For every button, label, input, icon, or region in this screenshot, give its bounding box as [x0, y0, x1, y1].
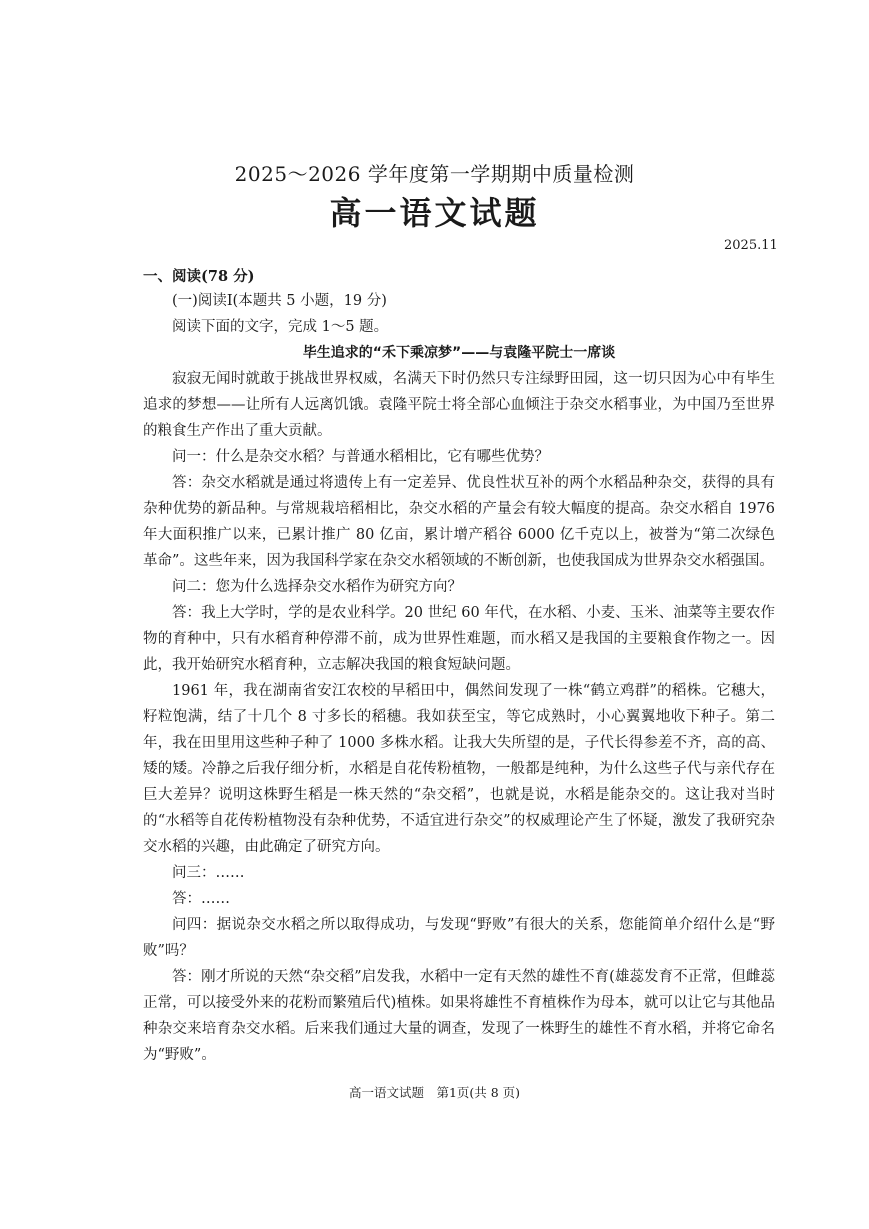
- reading-instruction: 阅读下面的文字，完成 1～5 题。: [172, 319, 389, 335]
- answer-3: 答：……: [172, 891, 230, 907]
- answer-1: 答：杂交水稻就是通过将遗传上有一定差异、优良性状互补的两个水稻品种杂交，获得的具有杂种优势的新品种。与常规栽培稻相比，杂交水稻的产量会有较大幅度的提高。杂交水稻自 1976 年大面积推广以来，已累计推广 80 亿亩，累计增产稻谷 6000 亿千克以上，被誉为“第二次绿色革命”。这些年来，因为我国科学家在杂交水稻领域的不断创新，也使我国成为世界杂交水稻强国。: [143, 475, 775, 569]
- answer-2: 答：我上大学时，学的是农业科学。20 世纪 60 年代，在水稻、小麦、玉米、油菜等主要农作物的育种中，只有水稻育种停滞不前，成为世界性难题，而水稻又是我国的主要粮食作物之一。因此，我开始研究水稻育种，立志解决我国的粮食短缺问题。: [143, 605, 775, 673]
- question-1: 问一：什么是杂交水稻？与普通水稻相比，它有哪些优势？: [172, 449, 549, 465]
- exam-title: 高一语文试题: [329, 194, 540, 232]
- article-title: 毕生追求的“禾下乘凉梦”——与袁隆平院士一席谈: [302, 345, 616, 361]
- exam-subtitle: 2025～2026 学年度第一学期期中质量检测: [234, 162, 635, 186]
- exam-date: 2025.11: [724, 238, 778, 253]
- answer-4: 答：刚才所说的天然“杂交稻”启发我，水稻中一定有天然的雄性不育(雄蕊发育不正常，但雌蕊正常，可以接受外来的花粉而繁殖后代)植株。如果将雄性不育植株作为母本，就可以让它与其他品种杂交来培育杂交水稻。后来我们通过大量的调查，发现了一株野生的雄性不育水稻，并将它命名为“野败”。: [143, 969, 775, 1063]
- reading-content: [143, 288, 775, 1068]
- section-heading: 一、阅读(78 分): [143, 268, 255, 285]
- article-paragraph: 1961 年，我在湖南省安江农校的早稻田中，偶然间发现了一株“鹤立鸡群”的稻株。它穗大，籽粒饱满，结了十几个 8 寸多长的稻穗。我如获至宝，等它成熟时，小心翼翼地收下种子。第二年，我在田里用这些种子种了 1000 多株水稻。让我大失所望的是，子代长得参差不齐，高的高、矮的矮。冷静之后我仔细分析，水稻是自花传粉植物，一般都是纯种，为什么这些子代与亲代存在巨大差异？说明这株野生稻是一株天然的“杂交稻”，也就是说，水稻是能杂交的。这让我对当时的“水稻等自花传粉植物没有杂种优势，不适宜进行杂交”的权威理论产生了怀疑，激发了我研究杂交水稻的兴趣，由此确定了研究方向。: [143, 683, 775, 855]
- question-4: 问四：据说杂交水稻之所以取得成功，与发现“野败”有很大的关系，您能简单介绍什么是“野败”吗？: [143, 917, 775, 959]
- reading-subheading: (一)阅读Ⅰ(本题共 5 小题，19 分): [172, 293, 387, 309]
- page-footer: 高一语文试题 第1页(共 8 页): [348, 1085, 521, 1100]
- question-3: 问三：……: [172, 865, 245, 881]
- question-2: 问二：您为什么选择杂交水稻作为研究方向？: [172, 579, 462, 595]
- article-paragraph: 寂寂无闻时就敢于挑战世界权威，名满天下时仍然只专注绿野田园，这一切只因为心中有毕生追求的梦想——让所有人远离饥饿。袁隆平院士将全部心血倾注于杂交水稻事业，为中国乃至世界的粮食生产作出了重大贡献。: [143, 371, 775, 439]
